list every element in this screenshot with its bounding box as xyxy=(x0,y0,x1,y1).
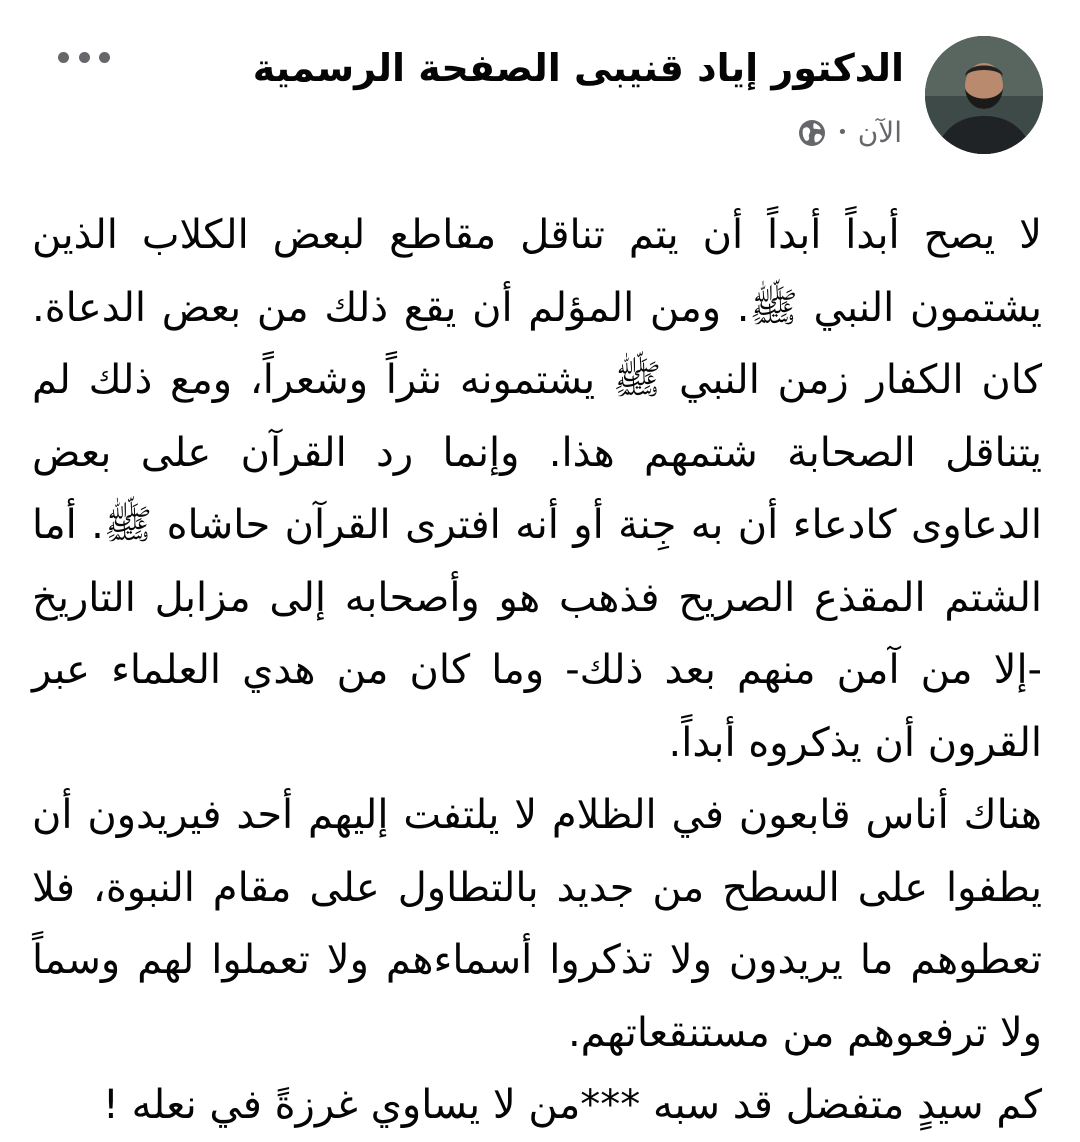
timestamp[interactable]: الآن xyxy=(857,116,902,149)
globe-icon[interactable] xyxy=(797,118,827,148)
more-options-icon[interactable] xyxy=(58,44,110,70)
more-dot xyxy=(99,52,110,63)
post-paragraph: هناك أناس قابعون في الظلام لا يلتفت إليهم أحد فيريدون أن يطفوا على السطح من جديد بالتطاول على مقام النبوة، فلا تعطوهم ما يريدون ولا تذكروا أسماءهم ولا تعملوا لهم وسماً ولا ترفعوهم من مستنقعاتهم. xyxy=(32,792,1042,1056)
page-name[interactable]: الدكتور إياد قنيبى الصفحة الرسمية xyxy=(252,46,904,90)
meta-separator: • xyxy=(837,122,848,143)
post-meta xyxy=(797,116,902,149)
post-paragraph: كم سيدٍ متفضل قد سبه ***من لا يساوي غرزةً في نعله ! xyxy=(102,1082,1042,1128)
more-dot xyxy=(79,52,90,63)
post-paragraph: لا يصح أبداً أبداً أن يتم تناقل مقاطع لبعض الكلاب الذين يشتمون النبي ﷺ. ومن المؤلم أن يقع ذلك من بعض الدعاة. كان الكفار زمن النبي ﷺ يشتمونه نثراً وشعراً، ومع ذلك لم يتناقل الصحابة شتمهم هذا. وإنما رد القرآن على بعض الدعاوى كادعاء أن به جِنة أو أنه افترى القرآن حاشاه ﷺ. أما الشتم المقذع الصريح فذهب هو وأصحابه إلى مزابل التاريخ -إلا من آمن منهم بعد ذلك- وما كان من هدي العلماء عبر القرون أن يذكروه أبداً. xyxy=(32,212,1042,766)
post-body xyxy=(32,199,1042,1142)
profile-avatar[interactable] xyxy=(925,36,1043,154)
more-dot xyxy=(58,52,69,63)
